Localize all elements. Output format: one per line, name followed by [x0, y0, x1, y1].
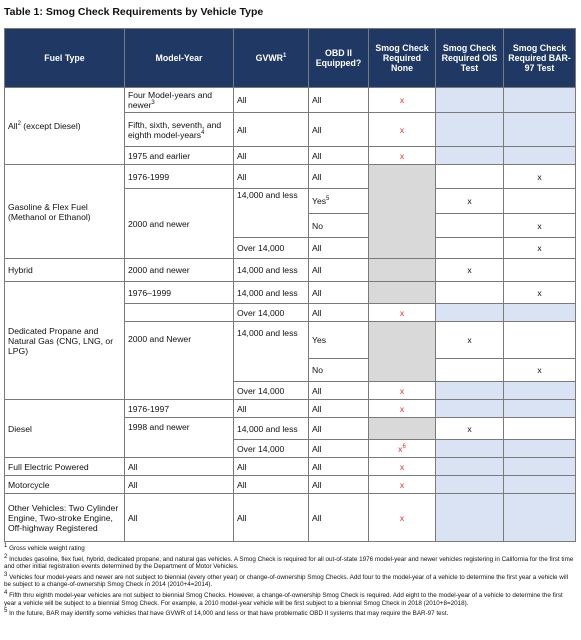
gvwr-cell: All: [234, 476, 309, 494]
model-year-cell: All: [125, 458, 234, 476]
gvwr-cell: All: [234, 165, 309, 189]
fuel-type-cell: Full Electric Powered: [5, 458, 125, 476]
footnote-text: Gross vehicle weight rating: [7, 545, 85, 552]
header-gvwr-label: GVWR: [255, 53, 284, 63]
gvwr-cell: 14,000 and less: [234, 189, 309, 238]
obd-cell: No: [309, 359, 369, 382]
ois-cell: [436, 382, 504, 400]
footnote-number: 2: [4, 553, 8, 560]
none-cell: x: [369, 304, 436, 322]
bar-cell: [504, 494, 576, 542]
header-fuel-type: Fuel Type: [5, 29, 125, 88]
obd-cell: All: [309, 165, 369, 189]
ois-cell: [436, 165, 504, 189]
ois-cell: x: [436, 322, 504, 359]
obd-cell: All: [309, 458, 369, 476]
model-year-cell: All: [125, 494, 234, 542]
obd-cell: All: [309, 304, 369, 322]
model-year-cell: 1975 and earlier: [125, 147, 234, 165]
bar-cell: [504, 113, 576, 147]
bar-cell: [504, 147, 576, 165]
model-year-cell: 1976–1999: [125, 282, 234, 304]
gvwr-cell: Over 14,000: [234, 440, 309, 458]
bar-cell: [504, 259, 576, 282]
footnote-number: 4: [4, 589, 8, 596]
ois-cell: [436, 238, 504, 259]
bar-cell: x: [504, 214, 576, 238]
fuel-type-cell: Diesel: [5, 400, 125, 458]
obd-cell: All: [309, 238, 369, 259]
ois-cell: [436, 88, 504, 113]
footnote-text: Vehicles four model-years and newer are not subject to biennial (every other year) or change-of-ownership Smog Checks. Add four to the model-year of a vehicle to determine the first year a vehicle will be subject to a change-of-ownership Smog Check in 2014 (2010+4=2014).: [4, 573, 569, 589]
footnote-text: In the future, BAR may identify some vehicles that have GVWR of 14,000 and less or that have problematic OBD II systems that may require the BAR-97 test.: [7, 610, 449, 618]
obd-cell: All: [309, 259, 369, 282]
gvwr-cell: All: [234, 400, 309, 418]
obd-cell: [309, 189, 369, 214]
fuel-type-cell: [5, 88, 125, 165]
none-cell: x: [369, 147, 436, 165]
bar-cell: x: [504, 359, 576, 382]
model-year-cell: All: [125, 476, 234, 494]
table-row: [5, 494, 576, 542]
footnote: [4, 542, 575, 553]
bar-cell: [504, 440, 576, 458]
gvwr-cell: Over 14,000: [234, 304, 309, 322]
bar-cell: [504, 400, 576, 418]
obd-cell: Yes: [309, 322, 369, 359]
fuel-label-rest: (except Diesel): [20, 121, 81, 131]
bar-cell: [504, 458, 576, 476]
obd-cell: All: [309, 382, 369, 400]
table-title: Table 1: Smog Check Requirements by Vehicle Type: [4, 6, 264, 18]
none-cell: x: [369, 494, 436, 542]
gvwr-cell: All: [234, 88, 309, 113]
bar-cell: [504, 304, 576, 322]
header-ois: Smog Check Required OIS Test: [436, 29, 504, 88]
ois-cell: [436, 494, 504, 542]
ois-cell: x: [436, 189, 504, 214]
header-row: [5, 29, 576, 88]
none-cell: x: [369, 400, 436, 418]
fuel-type-cell: Other Vehicles: Two Cylinder Engine, Two-stroke Engine, Off-highway Registered: [5, 494, 125, 542]
footnote-ref: 6: [402, 443, 406, 450]
ois-cell: x: [436, 259, 504, 282]
bar-cell: [504, 382, 576, 400]
fuel-type-cell: Motorcycle: [5, 476, 125, 494]
gvwr-cell: All: [234, 494, 309, 542]
none-cell: [369, 282, 436, 304]
ois-cell: [436, 147, 504, 165]
header-bar97: Smog Check Required BAR-97 Test: [504, 29, 576, 88]
none-cell: x: [369, 113, 436, 147]
model-year-cell: 1976-1999: [125, 165, 234, 189]
table-row: [5, 458, 576, 476]
header-gvwr: [234, 29, 309, 88]
ois-cell: [436, 214, 504, 238]
gvwr-cell: 14,000 and less: [234, 418, 309, 440]
footnote: [4, 589, 575, 607]
table-row: [5, 476, 576, 494]
none-cell: x: [369, 476, 436, 494]
none-cell: [369, 259, 436, 282]
bar-cell: [504, 322, 576, 359]
model-year-cell: [125, 113, 234, 147]
model-year-cell: [125, 304, 234, 322]
ois-cell: [436, 282, 504, 304]
none-cell: [369, 322, 436, 382]
footnote-ref: 3: [151, 100, 155, 107]
bar-cell: x: [504, 282, 576, 304]
ois-cell: [436, 359, 504, 382]
gvwr-cell: All: [234, 458, 309, 476]
bar-cell: [504, 88, 576, 113]
footnote-ref: 2: [17, 121, 21, 128]
footnote: [4, 610, 575, 618]
footnote-ref: 5: [326, 196, 330, 203]
bar-cell: x: [504, 165, 576, 189]
header-obd: OBD II Equipped?: [309, 29, 369, 88]
none-mark: x: [398, 443, 403, 454]
fuel-type-cell: Hybrid: [5, 259, 125, 282]
model-year-cell: 2000 and Newer: [125, 322, 234, 400]
smog-requirements-table: [4, 28, 576, 542]
none-cell: [369, 418, 436, 440]
header-none: Smog Check Required None: [369, 29, 436, 88]
obd-cell: All: [309, 282, 369, 304]
footnotes: [4, 542, 575, 618]
obd-cell: All: [309, 88, 369, 113]
none-cell: [369, 165, 436, 259]
gvwr-cell: 14,000 and less: [234, 259, 309, 282]
obd-cell: All: [309, 494, 369, 542]
none-cell: x: [369, 88, 436, 113]
footnote-text: Fifth thru eighth model-year vehicles are not subject to biennial Smog Checks. However, a change-of-ownership Smog Check is required. Add eight to the model-year of a vehicle to determine the first year a vehicle will be subject to a biennial Smog Check. For example, a 2010 model-year vehicle will be first subject to a biennial Smog Check in 2018 (2010+8=2018).: [4, 591, 563, 607]
ois-cell: [436, 458, 504, 476]
gvwr-cell: All: [234, 147, 309, 165]
obd-label: Yes: [312, 196, 327, 206]
obd-cell: All: [309, 418, 369, 440]
bar-cell: x: [504, 238, 576, 259]
bar-cell: [504, 476, 576, 494]
footnote-number: 3: [4, 571, 8, 578]
model-label: Four Model-years and newer: [128, 90, 213, 110]
obd-cell: All: [309, 400, 369, 418]
ois-cell: [436, 400, 504, 418]
gvwr-cell: 14,000 and less: [234, 322, 309, 382]
obd-cell: All: [309, 147, 369, 165]
obd-cell: All: [309, 476, 369, 494]
gvwr-cell: All: [234, 113, 309, 147]
footnote-number: 1: [4, 542, 8, 549]
ois-cell: [436, 113, 504, 147]
obd-cell: All: [309, 440, 369, 458]
obd-cell: No: [309, 214, 369, 238]
bar-cell: [504, 189, 576, 214]
fuel-type-cell: Dedicated Propane and Natural Gas (CNG, LNG, or LPG): [5, 282, 125, 400]
table-row: [5, 282, 576, 304]
model-year-cell: 2000 and newer: [125, 259, 234, 282]
footnote: [4, 571, 575, 589]
none-cell: x: [369, 382, 436, 400]
model-year-cell: 2000 and newer: [125, 189, 234, 259]
model-year-cell: [125, 88, 234, 113]
fuel-type-cell: Gasoline & Flex Fuel (Methanol or Ethanol): [5, 165, 125, 259]
footnote-text: Includes gasoline, flex fuel, hybrid, dedicated propane, and natural gas vehicles. A Smog Check is required for all out-of-state 1976 model-year and newer vehicles registering in California for the first time and other initial registration events determined by the Department of Motor Vehicles.: [4, 555, 574, 571]
table-row: [5, 400, 576, 418]
header-model-year: Model-Year: [125, 29, 234, 88]
fuel-label: All: [8, 121, 18, 131]
none-cell: x: [369, 458, 436, 476]
bar-cell: [504, 418, 576, 440]
footnote: [4, 553, 575, 571]
ois-cell: [436, 304, 504, 322]
ois-cell: [436, 476, 504, 494]
gvwr-cell: Over 14,000: [234, 382, 309, 400]
model-label: Fifth, sixth, seventh, and eighth model-years: [128, 119, 222, 140]
model-year-cell: 1976-1997: [125, 400, 234, 418]
gvwr-cell: Over 14,000: [234, 238, 309, 259]
ois-cell: x: [436, 418, 504, 440]
table-row: [5, 88, 576, 113]
footnote-ref: 1: [283, 53, 287, 60]
footnote-ref: 4: [201, 129, 205, 136]
ois-cell: [436, 440, 504, 458]
table-row: [5, 165, 576, 189]
table-row: [5, 259, 576, 282]
footnote-number: 5: [4, 608, 8, 615]
obd-cell: All: [309, 113, 369, 147]
none-cell: [369, 440, 436, 458]
model-year-cell: 1998 and newer: [125, 418, 234, 458]
gvwr-cell: 14,000 and less: [234, 282, 309, 304]
